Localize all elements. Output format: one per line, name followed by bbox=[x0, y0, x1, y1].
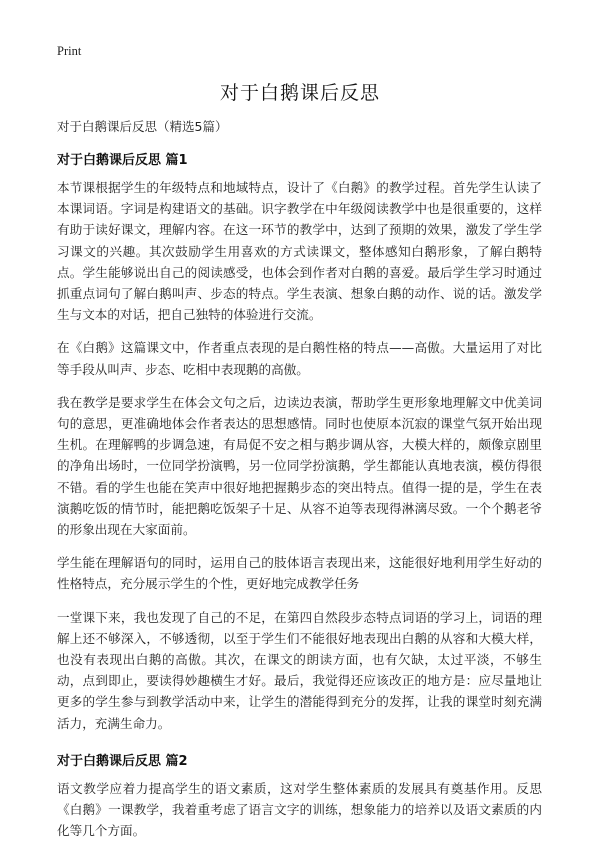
section-1 bbox=[57, 149, 542, 734]
document-subtitle: 对于白鹅课后反思（精选5篇） bbox=[57, 119, 228, 134]
section-heading: 对于白鹅课后反思 篇2 bbox=[57, 753, 188, 769]
paragraph: 语文教学应着力提高学生的语文素质，这对学生整体素质的发展具有奠基作用。反思《白鹅》一课教学，我着重考虑了语言文字的训练，想象能力的培养以及语文素质的内化等几个方面。 bbox=[57, 780, 542, 839]
article-body bbox=[57, 149, 542, 853]
page-title: 对于白鹅课后反思 bbox=[219, 82, 380, 104]
section-heading: 对于白鹅课后反思 篇1 bbox=[57, 153, 188, 168]
paragraph: 我在教学是要求学生在体会文句之后，边读边表演，帮助学生更形象地理解文中优美词句的意思，更准确地体会作者表达的思想感情。同时也使原本沉寂的课堂气氛开始出现生机。在理解鸭的步调急速，有局促不安之相与鹅步调从容，大模大样的，颇像京剧里的净角出场时，一位同学扮演鸭，另一位同学扮演鹅，学生都能认真地表演，模仿得很不错。看的学生也能在笑声中很好地把握鹅步态的突出特点。值得一提的是，学生在表演鹅吃饭的情节时，能把鹅吃饭架子十足、从容不迫等表现得淋漓尽致。一个个鹅老爷的形象出现在大家面前。 bbox=[57, 394, 542, 538]
paragraph: 学生能在理解语句的同时，运用自己的肢体语言表现出来，这能很好地利用学生好动的性格特点，充分展示学生的个性，更好地完成教学任务 bbox=[57, 555, 542, 592]
paragraph: 本节课根据学生的年级特点和地域特点，设计了《白鹅》的教学过程。首先学生认读了本课词语。字词是构建语文的基础。识字教学在中年级阅读教学中也是很重要的，这样有助于读好课文，理解内容。在这一环节的教学中，达到了预期的效果，激发了学生学习课文的兴趣。其次鼓励学生用喜欢的方式读课文，整体感知白鹅形象，了解白鹅特点。学生能够说出自己的阅读感受，也体会到作者对白鹅的喜爱。最后学生学习时通过抓重点词句了解白鹅叫声、步态的特点。学生表演、想象白鹅的动作、说的话。激发学生与文本的对话，把自己独特的体验进行交流。 bbox=[57, 180, 542, 323]
print-label[interactable]: Print bbox=[57, 44, 82, 58]
paragraph: 在《白鹅》这篇课文中，作者重点表现的是白鹅性格的特点——高傲。大量运用了对比等手段从叫声、步态、吃相中表现鹅的高傲。 bbox=[57, 340, 542, 377]
paragraph: 一堂课下来，我也发现了自己的不足，在第四自然段步态特点词语的学习上，词语的理解上还不够深入，不够透彻，以至于学生们不能很好地表现出白鹅的从容和大模大样，也没有表现出白鹅的高傲。其次，在课文的朗读方面，也有欠缺，太过平淡，不够生动，点到即止，要读得妙趣横生才好。最后，我觉得还应该改正的地方是：应尽量地让更多的学生参与到教学活动中来，让学生的潜能得到充分的发挥，让我的课堂时刻充满活力，充满生命力。 bbox=[57, 609, 542, 731]
